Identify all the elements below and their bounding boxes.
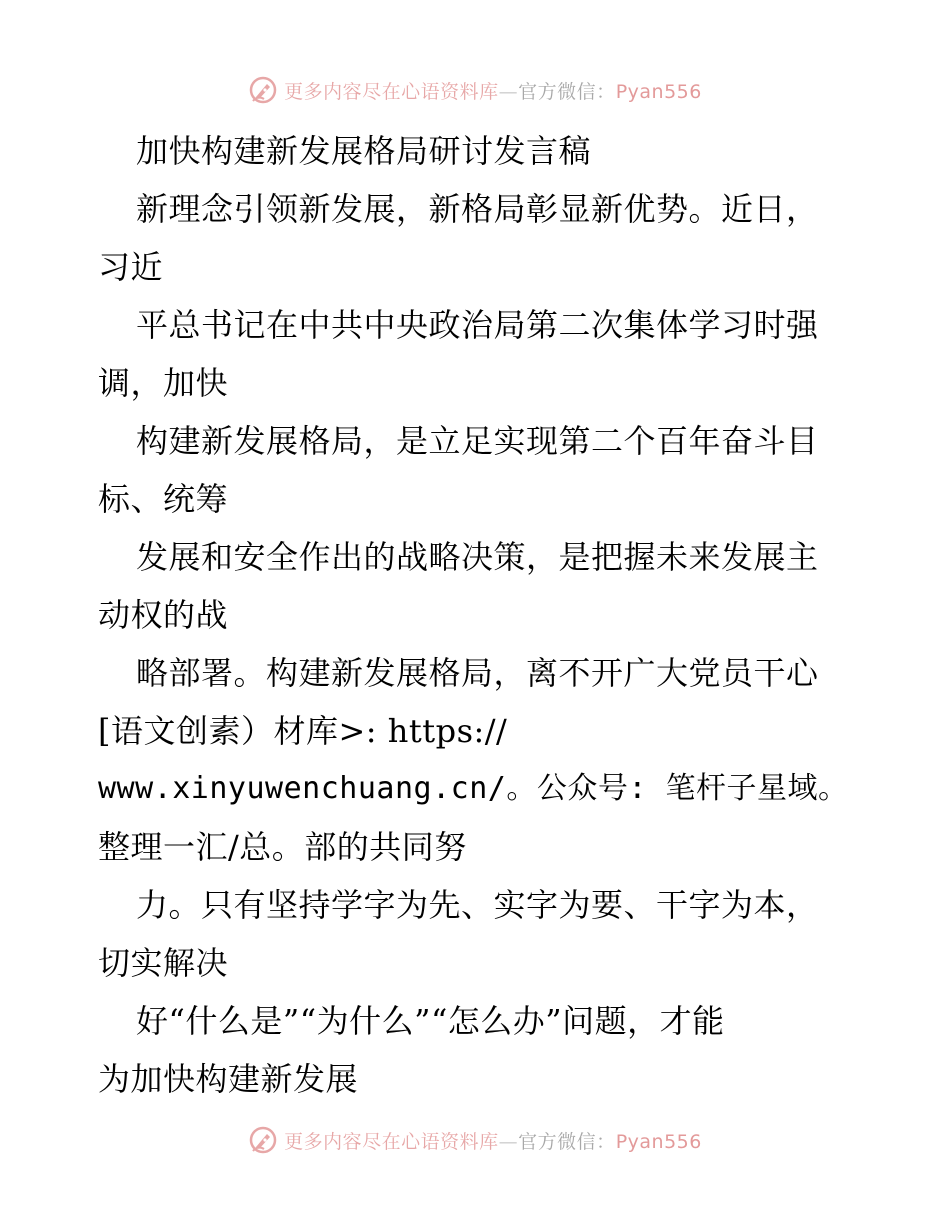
watermark-wechat-id: Pyan556 <box>615 80 702 103</box>
document-body <box>98 122 858 1108</box>
watermark-dash: — <box>498 80 519 103</box>
watermark-official-label: 官方微信： <box>518 80 616 103</box>
paragraph-line: 发展和安全作出的战略决策，是把握未来发展主 <box>136 538 819 576</box>
watermark-dash: — <box>498 1130 519 1153</box>
paragraph-line: 构建新发展格局，是立足实现第二个百年奋斗目 <box>136 422 819 460</box>
paragraph-line: 标、统筹 <box>98 480 229 518</box>
watermark-wechat-id: Pyan556 <box>615 1130 702 1153</box>
watermark-inner <box>248 75 702 105</box>
watermark-inner <box>248 1125 702 1155</box>
paragraph-line: www.xinyuwenchuang.cn/。公众号: 笔杆子星域。 <box>98 771 849 806</box>
watermark-official-label: 官方微信： <box>518 1130 616 1153</box>
document-title: 加快构建新发展格局研讨发言稿 <box>136 132 592 170</box>
paragraph-line: 习近 <box>98 248 164 286</box>
pen-nib-circle-icon <box>248 1125 278 1155</box>
watermark-brand: 更多内容尽在心语资料库 <box>284 1130 499 1153</box>
paragraph-line: 调，加快 <box>98 364 229 402</box>
paragraph-line: 力。只有坚持学字为先、实字为要、干字为本， <box>136 886 819 924</box>
footer-watermark <box>0 1120 950 1160</box>
watermark-brand: 更多内容尽在心语资料库 <box>284 80 499 103</box>
paragraph-line: 动权的战 <box>98 596 229 634</box>
paragraph-line: 平总书记在中共中央政治局第二次集体学习时强 <box>136 306 819 344</box>
pen-nib-circle-icon <box>248 75 278 105</box>
paragraph-line: 新理念引领新发展，新格局彰显新优势。近日， <box>136 190 819 228</box>
paragraph-line: 切实解决 <box>98 944 229 982</box>
paragraph-line: 为加快构建新发展 <box>98 1060 359 1098</box>
paragraph-line: 好“什么是”“为什么”“怎么办”问题，才能 <box>136 1002 725 1040</box>
header-watermark <box>0 70 950 110</box>
paragraph-line: 整理一汇/总。部的共同努 <box>98 828 467 866</box>
paragraph-line: 略部署。构建新发展格局，离不开广大党员干心 <box>136 654 819 692</box>
paragraph-line: [语文创素）材库>: https:// <box>98 712 508 750</box>
